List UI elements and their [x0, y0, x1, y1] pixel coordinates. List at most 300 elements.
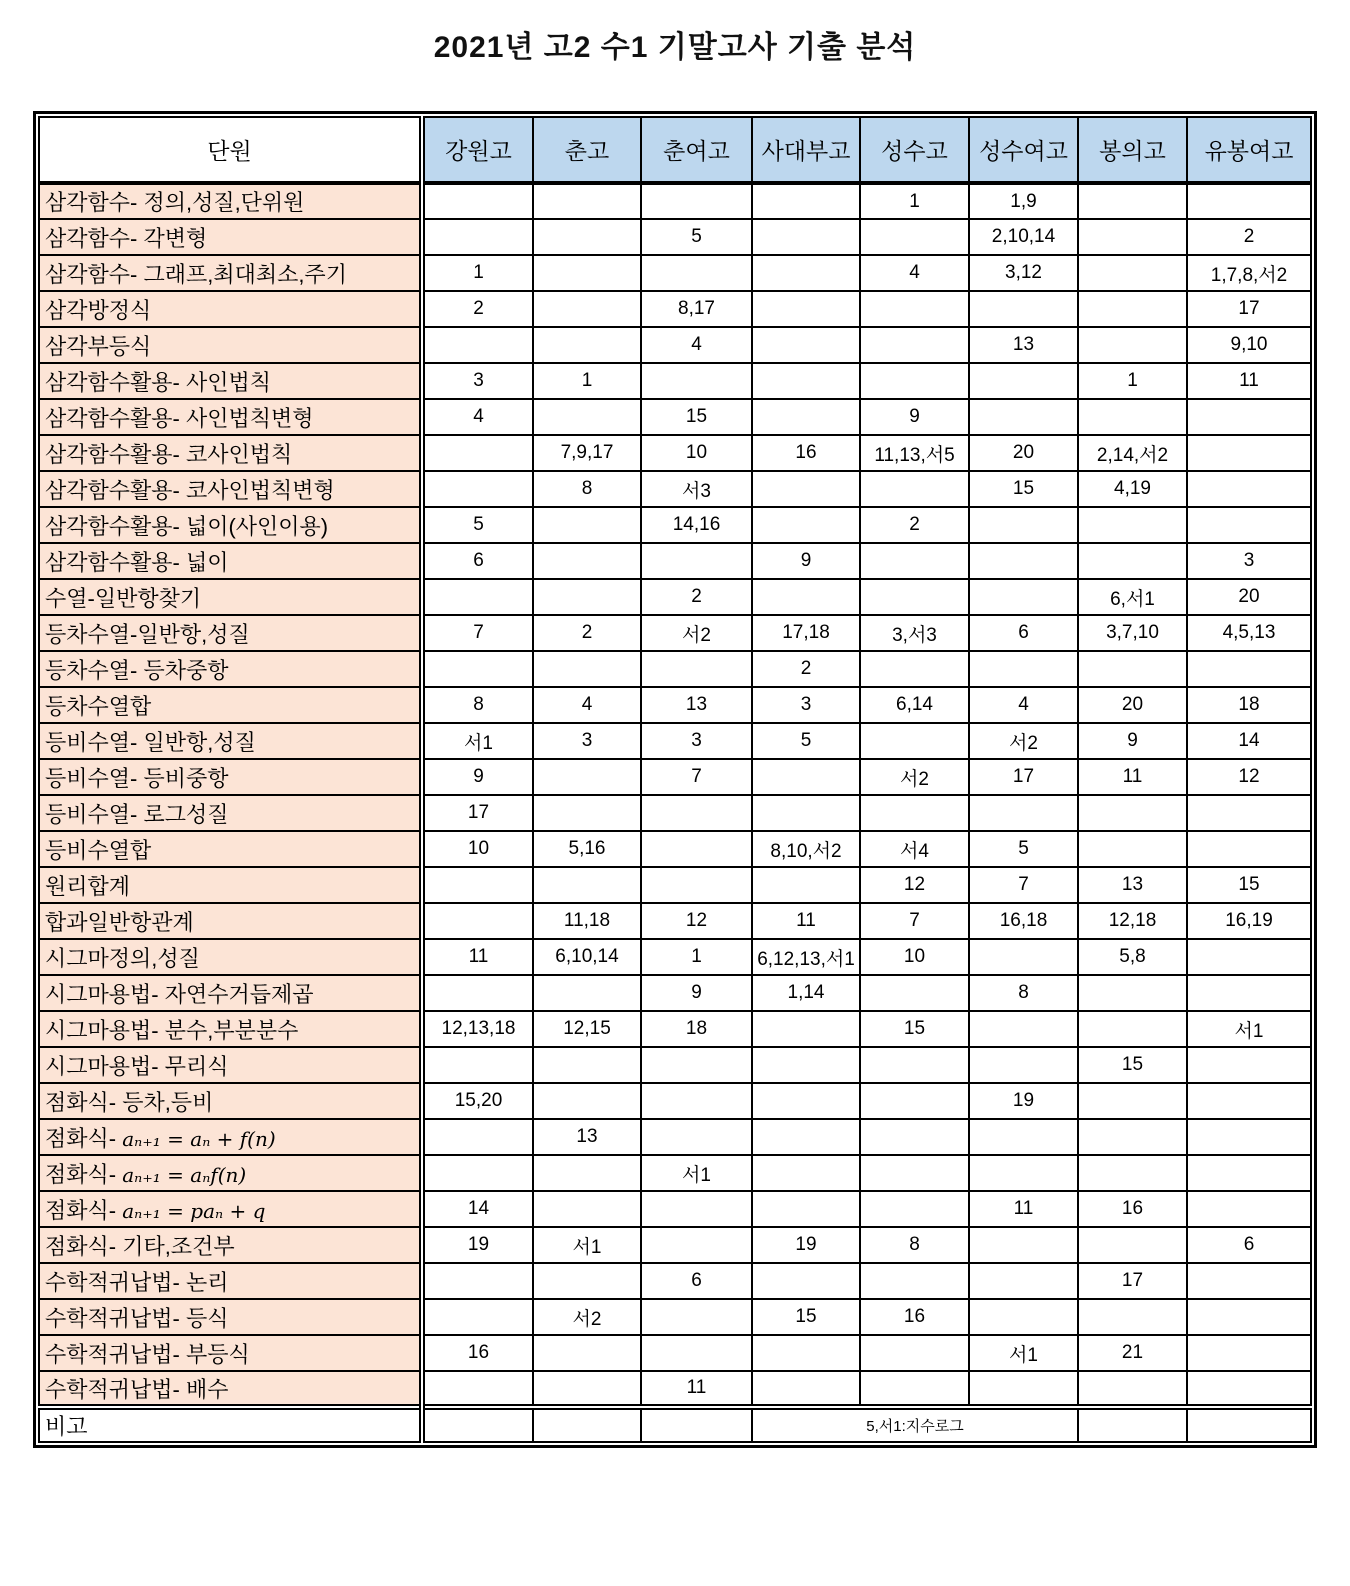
row-label	[39, 399, 422, 435]
row-label-text: 시그마용법- 무리식	[45, 1053, 229, 1079]
cell: 2	[533, 615, 641, 651]
row-label	[39, 1299, 422, 1335]
cell: 10	[641, 435, 752, 471]
cell: 9	[422, 759, 533, 795]
school-column-header: 춘여고	[641, 117, 752, 183]
school-column-header: 사대부고	[752, 117, 860, 183]
cell: 19	[969, 1083, 1078, 1119]
cell	[860, 327, 969, 363]
table-row	[39, 723, 1311, 759]
row-label-text: 수학적귀납법- 등식	[45, 1305, 229, 1331]
cell: 9	[641, 975, 752, 1011]
row-label	[39, 759, 422, 795]
cell	[422, 471, 533, 507]
table-row	[39, 579, 1311, 615]
row-label-text: 삼각함수활용- 사인법칙	[45, 369, 271, 395]
cell: 1,7,8,서2	[1187, 255, 1311, 291]
cell	[422, 1119, 533, 1155]
row-label-formula: aₙ₊₁ = aₙf(n)	[122, 1162, 247, 1187]
cell: 서2	[860, 759, 969, 795]
cell	[422, 1047, 533, 1083]
cell	[1078, 1371, 1187, 1407]
cell: 11,13,서5	[860, 435, 969, 471]
cell	[860, 723, 969, 759]
cell	[752, 399, 860, 435]
row-label-text: 삼각함수활용- 코사인법칙	[45, 441, 293, 467]
row-label	[39, 867, 422, 903]
cell	[1187, 1047, 1311, 1083]
cell: 14,16	[641, 507, 752, 543]
footer-empty-cell	[1078, 1407, 1187, 1442]
cell	[969, 1299, 1078, 1335]
cell	[422, 1299, 533, 1335]
row-label-text: 수열-일반항찾기	[45, 585, 202, 611]
row-label-text: 합과일반항관계	[45, 909, 194, 935]
cell: 10	[422, 831, 533, 867]
cell	[1187, 471, 1311, 507]
cell	[752, 507, 860, 543]
table-row	[39, 399, 1311, 435]
cell	[860, 1119, 969, 1155]
table-row	[39, 975, 1311, 1011]
cell: 서1	[533, 1227, 641, 1263]
cell: 서4	[860, 831, 969, 867]
cell	[1078, 327, 1187, 363]
row-label-text: 수학적귀납법- 배수	[45, 1376, 229, 1402]
cell: 3,7,10	[1078, 615, 1187, 651]
cell: 1,14	[752, 975, 860, 1011]
cell	[752, 1083, 860, 1119]
cell	[641, 1083, 752, 1119]
cell	[1078, 1083, 1187, 1119]
cell	[752, 1335, 860, 1371]
cell: 13	[1078, 867, 1187, 903]
row-label-text: 원리합계	[45, 873, 131, 899]
cell	[1187, 1083, 1311, 1119]
cell	[533, 1191, 641, 1227]
row-label	[39, 471, 422, 507]
cell	[641, 1227, 752, 1263]
row-label	[39, 1047, 422, 1083]
row-label-text: 등비수열- 등비중항	[45, 765, 229, 791]
cell: 16	[1078, 1191, 1187, 1227]
cell	[533, 183, 641, 219]
cell: 5	[752, 723, 860, 759]
cell: 11	[969, 1191, 1078, 1227]
row-label-text: 시그마용법- 자연수거듭제곱	[45, 981, 314, 1007]
row-label	[39, 939, 422, 975]
cell	[1078, 1155, 1187, 1191]
cell: 9	[752, 543, 860, 579]
cell: 6	[641, 1263, 752, 1299]
cell: 4,5,13	[1187, 615, 1311, 651]
cell: 17	[422, 795, 533, 831]
cell	[641, 795, 752, 831]
cell: 7	[641, 759, 752, 795]
cell	[969, 1047, 1078, 1083]
row-label-text: 등비수열- 로그성질	[45, 801, 229, 827]
cell	[533, 1263, 641, 1299]
cell	[641, 1335, 752, 1371]
cell: 15	[641, 399, 752, 435]
cell: 4	[641, 327, 752, 363]
table-row	[39, 687, 1311, 723]
cell: 7	[969, 867, 1078, 903]
cell	[860, 1371, 969, 1407]
cell	[969, 543, 1078, 579]
footer-empty-cell	[533, 1407, 641, 1442]
cell	[1187, 507, 1311, 543]
cell	[1078, 795, 1187, 831]
row-label	[39, 255, 422, 291]
cell: 20	[1078, 687, 1187, 723]
cell	[1078, 1299, 1187, 1335]
cell	[1078, 1119, 1187, 1155]
cell: 1	[1078, 363, 1187, 399]
cell	[752, 471, 860, 507]
cell	[860, 219, 969, 255]
cell: 서1	[969, 1335, 1078, 1371]
table-row	[39, 615, 1311, 651]
table-row	[39, 471, 1311, 507]
header-row	[39, 117, 1311, 183]
table-row	[39, 939, 1311, 975]
cell	[1078, 975, 1187, 1011]
cell: 20	[1187, 579, 1311, 615]
cell: 21	[1078, 1335, 1187, 1371]
cell	[969, 1119, 1078, 1155]
cell: 2	[641, 579, 752, 615]
row-label-text: 삼각함수- 정의,성질,단위원	[45, 190, 305, 215]
row-label-text: 등비수열합	[45, 837, 152, 863]
cell: 17	[1078, 1263, 1187, 1299]
cell	[1078, 1011, 1187, 1047]
cell: 2	[860, 507, 969, 543]
cell	[752, 1155, 860, 1191]
cell: 3	[533, 723, 641, 759]
cell: 12	[860, 867, 969, 903]
cell: 8	[969, 975, 1078, 1011]
cell	[1187, 651, 1311, 687]
footer-row	[39, 1407, 1311, 1442]
cell	[860, 363, 969, 399]
cell	[1187, 1119, 1311, 1155]
cell	[1187, 831, 1311, 867]
cell: 13	[969, 327, 1078, 363]
table-row	[39, 831, 1311, 867]
cell: 2	[422, 291, 533, 327]
cell: 15	[752, 1299, 860, 1335]
table-row	[39, 183, 1311, 219]
cell: 8,10,서2	[752, 831, 860, 867]
cell	[752, 1371, 860, 1407]
row-label-text: 시그마용법- 분수,부분분수	[45, 1017, 299, 1043]
cell	[860, 1155, 969, 1191]
cell: 9,10	[1187, 327, 1311, 363]
row-label-text: 삼각함수활용- 사인법칙변형	[45, 405, 314, 431]
cell: 6	[969, 615, 1078, 651]
cell	[752, 1011, 860, 1047]
cell	[533, 543, 641, 579]
table-row	[39, 507, 1311, 543]
cell	[860, 543, 969, 579]
cell	[641, 867, 752, 903]
cell: 2,10,14	[969, 219, 1078, 255]
cell: 12	[1187, 759, 1311, 795]
cell	[1187, 975, 1311, 1011]
cell	[969, 579, 1078, 615]
table-row	[39, 651, 1311, 687]
table-row	[39, 795, 1311, 831]
table-row	[39, 255, 1311, 291]
cell	[752, 327, 860, 363]
cell	[533, 219, 641, 255]
cell	[641, 1191, 752, 1227]
cell: 8	[422, 687, 533, 723]
row-label	[39, 615, 422, 651]
school-column-header: 성수여고	[969, 117, 1078, 183]
cell	[1078, 291, 1187, 327]
cell: 9	[860, 399, 969, 435]
cell	[752, 867, 860, 903]
cell	[533, 327, 641, 363]
row-label-text: 점화식- 등차,등비	[45, 1089, 214, 1115]
cell	[1187, 183, 1311, 219]
cell	[533, 1083, 641, 1119]
row-label-formula: aₙ₊₁ = paₙ + q	[122, 1198, 266, 1223]
cell: 11	[1187, 363, 1311, 399]
cell	[422, 579, 533, 615]
cell	[533, 975, 641, 1011]
cell: 6,12,13,서1	[752, 939, 860, 975]
cell	[1078, 543, 1187, 579]
row-label	[39, 435, 422, 471]
cell	[752, 291, 860, 327]
cell	[752, 1191, 860, 1227]
cell: 4	[422, 399, 533, 435]
row-label-text: 수학적귀납법- 부등식	[45, 1341, 250, 1367]
cell	[1078, 831, 1187, 867]
cell	[1187, 1155, 1311, 1191]
row-label	[39, 1191, 422, 1227]
row-label	[39, 543, 422, 579]
cell	[422, 651, 533, 687]
cell	[969, 363, 1078, 399]
cell	[1078, 507, 1187, 543]
row-label	[39, 831, 422, 867]
cell	[969, 1155, 1078, 1191]
row-label-text: 등차수열-일반항,성질	[45, 621, 250, 647]
cell	[422, 903, 533, 939]
cell	[752, 1047, 860, 1083]
table-row	[39, 363, 1311, 399]
cell: 서3	[641, 471, 752, 507]
cell: 12,15	[533, 1011, 641, 1047]
cell: 서2	[641, 615, 752, 651]
cell: 13	[533, 1119, 641, 1155]
exam-table-border	[33, 111, 1317, 1448]
cell: 11	[641, 1371, 752, 1407]
cell: 서2	[969, 723, 1078, 759]
row-label-text: 점화식-	[45, 1161, 123, 1187]
cell	[422, 867, 533, 903]
cell	[641, 1299, 752, 1335]
row-label-text: 삼각함수활용- 넓이	[45, 549, 229, 575]
cell: 18	[1187, 687, 1311, 723]
cell: 8	[533, 471, 641, 507]
cell	[752, 1119, 860, 1155]
cell	[860, 1335, 969, 1371]
cell: 1	[533, 363, 641, 399]
cell	[641, 1119, 752, 1155]
cell: 5	[969, 831, 1078, 867]
cell: 3	[422, 363, 533, 399]
cell: 3	[752, 687, 860, 723]
cell: 11	[1078, 759, 1187, 795]
cell: 5	[422, 507, 533, 543]
cell	[533, 1047, 641, 1083]
table-row	[39, 1335, 1311, 1371]
table-row	[39, 327, 1311, 363]
row-label	[39, 975, 422, 1011]
cell	[752, 795, 860, 831]
cell: 3,서3	[860, 615, 969, 651]
cell	[1187, 435, 1311, 471]
cell: 4	[860, 255, 969, 291]
cell	[860, 291, 969, 327]
cell: 12,18	[1078, 903, 1187, 939]
row-label	[39, 579, 422, 615]
school-column-header: 봉의고	[1078, 117, 1187, 183]
table-row	[39, 1227, 1311, 1263]
table-row	[39, 903, 1311, 939]
row-label-text: 점화식-	[45, 1125, 123, 1151]
table-row	[39, 1371, 1311, 1407]
cell	[860, 579, 969, 615]
cell: 서1	[1187, 1011, 1311, 1047]
cell: 15	[969, 471, 1078, 507]
cell: 15	[1187, 867, 1311, 903]
cell: 6,10,14	[533, 939, 641, 975]
cell	[752, 363, 860, 399]
cell: 7	[860, 903, 969, 939]
cell	[533, 795, 641, 831]
row-label-text: 삼각방정식	[45, 297, 152, 323]
cell: 1	[422, 255, 533, 291]
cell	[533, 255, 641, 291]
cell	[641, 255, 752, 291]
cell	[1187, 1335, 1311, 1371]
cell: 2	[752, 651, 860, 687]
cell	[422, 183, 533, 219]
cell: 12,13,18	[422, 1011, 533, 1047]
school-column-header: 성수고	[860, 117, 969, 183]
footer-empty-cell	[1187, 1407, 1311, 1442]
cell: 10	[860, 939, 969, 975]
cell	[860, 1047, 969, 1083]
cell	[752, 255, 860, 291]
row-label-text: 점화식-	[45, 1197, 123, 1223]
row-label	[39, 1263, 422, 1299]
cell: 19	[752, 1227, 860, 1263]
cell: 17	[1187, 291, 1311, 327]
cell	[1187, 939, 1311, 975]
cell	[1187, 1299, 1311, 1335]
table-row	[39, 759, 1311, 795]
row-label	[39, 795, 422, 831]
table-row	[39, 1047, 1311, 1083]
cell: 7,9,17	[533, 435, 641, 471]
table-row	[39, 1011, 1311, 1047]
row-label-text: 삼각부등식	[45, 333, 152, 359]
cell: 9	[1078, 723, 1187, 759]
cell	[1187, 1191, 1311, 1227]
cell: 서2	[533, 1299, 641, 1335]
row-label	[39, 183, 422, 219]
cell: 5,8	[1078, 939, 1187, 975]
cell	[422, 1263, 533, 1299]
cell: 3	[1187, 543, 1311, 579]
cell: 16	[422, 1335, 533, 1371]
cell: 2,14,서2	[1078, 435, 1187, 471]
cell	[860, 471, 969, 507]
cell: 13	[641, 687, 752, 723]
cell	[533, 399, 641, 435]
row-label-text: 삼각함수- 그래프,최대최소,주기	[45, 261, 347, 287]
cell	[422, 435, 533, 471]
cell: 16,18	[969, 903, 1078, 939]
cell	[860, 975, 969, 1011]
cell: 6	[422, 543, 533, 579]
cell	[969, 1227, 1078, 1263]
cell: 3,12	[969, 255, 1078, 291]
row-label	[39, 219, 422, 255]
row-label-text: 등비수열- 일반항,성질	[45, 729, 256, 755]
row-label	[39, 903, 422, 939]
cell: 16,19	[1187, 903, 1311, 939]
footer-empty-cell	[641, 1407, 752, 1442]
cell: 17,18	[752, 615, 860, 651]
row-label	[39, 1155, 422, 1191]
table-row	[39, 867, 1311, 903]
cell: 15	[860, 1011, 969, 1047]
cell: 19	[422, 1227, 533, 1263]
cell: 2	[1187, 219, 1311, 255]
cell	[533, 1335, 641, 1371]
unit-column-header: 단원	[39, 117, 422, 183]
cell	[1078, 399, 1187, 435]
table-row	[39, 1191, 1311, 1227]
cell: 11,18	[533, 903, 641, 939]
cell	[1187, 795, 1311, 831]
cell	[752, 579, 860, 615]
cell: 8	[860, 1227, 969, 1263]
cell	[641, 543, 752, 579]
cell	[1078, 219, 1187, 255]
school-column-header: 유봉여고	[1187, 117, 1311, 183]
cell	[1187, 1263, 1311, 1299]
school-column-header: 춘고	[533, 117, 641, 183]
row-label-text: 시그마정의,성질	[45, 945, 200, 971]
cell	[969, 651, 1078, 687]
cell	[860, 1191, 969, 1227]
cell	[860, 795, 969, 831]
row-label-text: 삼각함수- 각변형	[45, 225, 208, 251]
row-label	[39, 1011, 422, 1047]
cell	[1078, 255, 1187, 291]
cell: 6,14	[860, 687, 969, 723]
row-label-text: 수학적귀납법- 논리	[45, 1269, 229, 1295]
